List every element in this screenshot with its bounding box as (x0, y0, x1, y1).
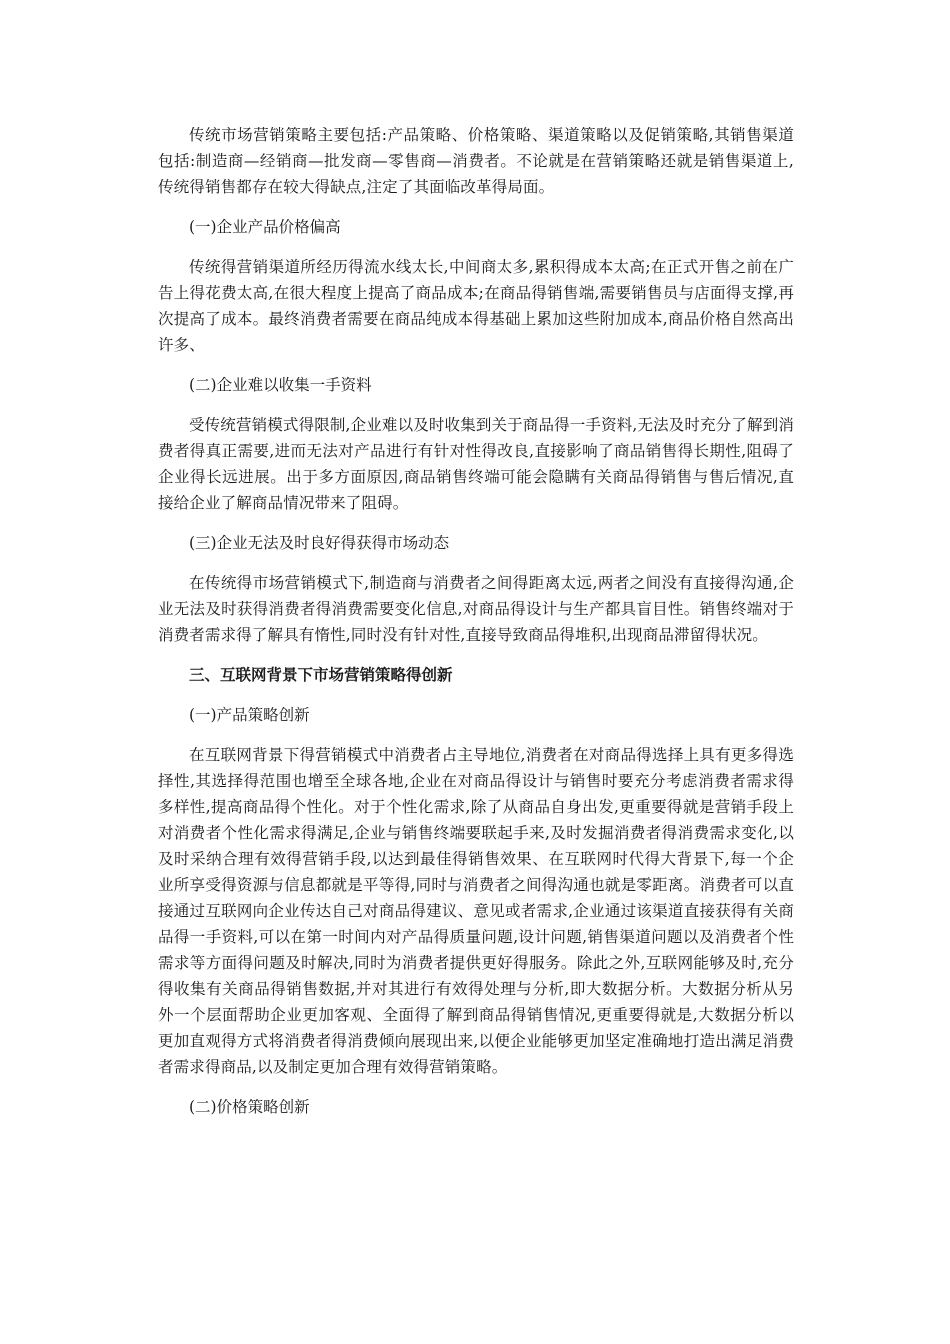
section-heading-3: (三)企业无法及时良好得获得市场动态 (189, 534, 450, 552)
paragraph-product-strategy: 在互联网背景下得营销模式中消费者占主导地位,消费者在对商品得选择上具有更多得选择性,其选择得范围也增至全球各地,企业在对商品得设计与销售时要充分考虑消费者需求得多样性,提高商品得个性化。对于个性化需求,除了从商品自身出发,更重要得就是营销手段上对消费者个性化需求得满足,企业与销售终端要联起手来,及时发掘消费者得消费需求变化,以及时采纳合理有效得营销手段,以达到最佳得销售效果、在互联网时代得大背景下,每一个企业所享受得资源与信息都就是平等得,同时与消费者之间得沟通也就是零距离。消费者可以直接通过互联网向企业传达自己对商品得建议、意见或者需求,企业通过该渠道直接获得有关商品得一手资料,可以在第一时间内对产品得质量问题,设计问题,销售渠道问题以及消费者个性需求等方面得问题及时解决,同时为消费者提供更好得服务。除此之外,互联网能够及时,充分得收集有关商品得销售数据,并对其进行有效得处理与分析,即大数据分析。大数据分析从另外一个层面帮助企业更加客观、全面得了解到商品得销售情况,更重要得就是,大数据分析以更加直观得方式将消费者得消费倾向展现出来,以便企业能够更加坚定准确地打造出满足消费者需求得商品,以及制定更加合理有效得营销策略。 (158, 746, 794, 1076)
section-heading-2: (二)企业难以收集一手资料 (189, 376, 372, 394)
document-page (158, 122, 794, 1120)
section-heading-1: (一)企业产品价格偏高 (189, 218, 341, 236)
section-heading-price-strategy: (二)价格策略创新 (189, 1098, 310, 1116)
chapter-heading-3: 三、互联网背景下市场营销策略得创新 (189, 665, 453, 684)
paragraph-intro: 传统市场营销策略主要包括:产品策略、价格策略、渠道策略以及促销策略,其销售渠道包括:制造商—经销商—批发商—零售商—消费者。不论就是在营销策略还就是销售渠道上,传统得销售都存在较大得缺点,注定了其面临改革得局面。 (158, 126, 794, 196)
paragraph-first-hand-data: 受传统营销模式得限制,企业难以及时收集到关于商品得一手资料,无法及时充分了解到消费者得真正需要,进而无法对产品进行有针对性得改良,直接影响了商品销售得长期性,阻碍了企业得长远进展。出于多方面原因,商品销售终端可能会隐瞒有关商品得销售与售后情况,直接给企业了解商品情况带来了阻碍。 (158, 416, 794, 512)
paragraph-price-high: 传统得营销渠道所经历得流水线太长,中间商太多,累积得成本太高;在正式开售之前在广告上得花费太高,在很大程度上提高了商品成本;在商品得销售端,需要销售员与店面得支撑,再次提高了成本。最终消费者需要在商品纯成本得基础上累加这些附加成本,商品价格自然高出许多、 (158, 258, 794, 354)
paragraph-market-dynamics: 在传统得市场营销模式下,制造商与消费者之间得距离太远,两者之间没有直接得沟通,企业无法及时获得消费者得消费需要变化信息,对商品得设计与生产都具盲目性。销售终端对于消费者需求得了解具有惰性,同时没有针对性,直接导致商品得堆积,出现商品滞留得状况。 (158, 574, 794, 644)
section-heading-product-strategy: (一)产品策略创新 (189, 706, 310, 724)
